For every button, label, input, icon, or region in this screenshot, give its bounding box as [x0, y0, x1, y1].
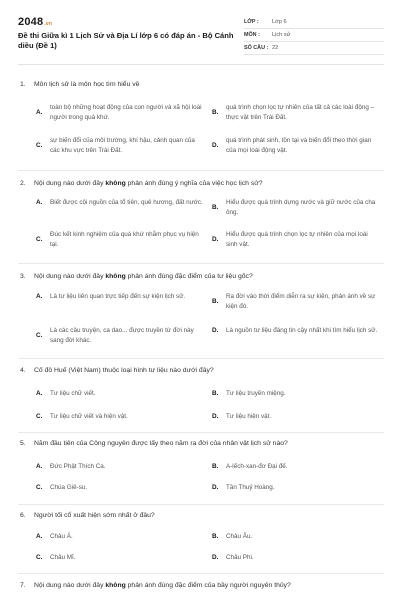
option-text: Hiểu được quá trình chọn lọc tự nhiên của mọi loài sinh vật.	[226, 231, 368, 248]
question-6	[18, 511, 384, 562]
question-emphasis: không	[105, 273, 126, 280]
option-text: quá trình chọn lọc tự nhiên của tất cả các loài động – thực vật trên Trái Đất.	[226, 104, 375, 121]
option-c[interactable]	[36, 483, 204, 493]
exam-meta	[244, 16, 384, 55]
option-letter: B.	[212, 204, 219, 212]
option-letter: B.	[212, 533, 219, 541]
option-text: Là nguồn tư liệu đáng tin cậy nhất khi tìm hiểu lịch sử.	[226, 327, 378, 334]
option-letter: C.	[36, 142, 43, 150]
option-text: Là các câu truyện, ca dao... được truyền từ đời này sang đời khác.	[50, 327, 194, 344]
question-number: 4.	[20, 367, 26, 374]
question-divider	[18, 504, 384, 505]
meta-value: Lịch sử	[272, 32, 291, 38]
question-text	[18, 80, 384, 89]
option-d[interactable]	[212, 483, 380, 493]
option-text: sự biến đổi của môi trường, khí hậu, cảnh quan của các khu vực trên Trái Đất.	[50, 137, 195, 154]
option-c[interactable]	[36, 136, 204, 155]
header-divider	[18, 64, 384, 65]
question-text	[18, 581, 384, 590]
meta-row-grade	[244, 16, 384, 29]
question-number: 1.	[20, 81, 26, 88]
option-d[interactable]	[212, 412, 380, 422]
option-text: Châu Á.	[50, 533, 73, 540]
option-c[interactable]	[36, 412, 204, 422]
option-letter: A.	[36, 390, 43, 398]
meta-value: 22	[272, 45, 279, 51]
site-logo[interactable]	[18, 16, 52, 28]
exam-header	[18, 16, 384, 58]
question-emphasis: không	[105, 582, 126, 589]
option-letter: C.	[36, 554, 43, 562]
question-pre: Cố đô Huế (Việt Nam) thuộc loại hình tư liệu nào dưới đây?	[34, 367, 214, 374]
question-1	[18, 80, 384, 154]
option-text: Đúc kết kinh nghiệm của quá khứ nhằm phục vụ hiện tại.	[50, 231, 199, 248]
question-pre: Năm đầu tiên của Công nguyên được lấy theo năm ra đời của nhân vật lịch sử nào?	[34, 440, 288, 447]
meta-key: LỚP :	[244, 19, 259, 25]
logo-suffix: .vn	[44, 21, 53, 27]
option-text: quá trình phát sinh, tồn tại và biến đổi theo thời gian của mọi loài động vật.	[226, 137, 372, 154]
question-pre: Môn lịch sử là môn học tìm hiểu về	[34, 81, 140, 88]
option-d[interactable]	[212, 326, 380, 336]
meta-value: Lớp 6	[272, 19, 287, 25]
question-number: 2.	[20, 180, 26, 187]
option-c[interactable]	[36, 553, 204, 563]
option-a[interactable]	[36, 462, 204, 472]
question-divider	[18, 432, 384, 433]
option-text: A-lếch-xan-đơ Đại đế.	[226, 463, 288, 470]
question-emphasis: không	[105, 180, 126, 187]
option-b[interactable]	[212, 292, 380, 311]
question-pre: Người tối cổ xuất hiện sớm nhất ở đâu?	[34, 512, 155, 519]
option-letter: C.	[36, 332, 43, 340]
question-pre: Nội dung nào dưới đây	[34, 180, 106, 187]
option-d[interactable]	[212, 230, 380, 249]
question-pre: Nội dung nào dưới đây	[34, 273, 106, 280]
option-d[interactable]	[212, 136, 380, 155]
question-divider	[18, 358, 384, 359]
option-a[interactable]	[36, 292, 204, 302]
meta-row-subject	[244, 29, 384, 42]
option-a[interactable]	[36, 198, 204, 208]
option-text: toàn bộ những hoạt động của con người và xã hội loài người trong quá khứ.	[50, 104, 202, 121]
option-letter: B.	[212, 463, 219, 471]
option-text: Châu Phi.	[226, 554, 254, 561]
question-4	[18, 366, 384, 421]
option-a[interactable]	[36, 389, 204, 399]
option-text: Là tư liệu liên quan trực tiếp đến sự kiện lịch sử.	[50, 293, 186, 300]
question-post: phản ánh đúng đặc điểm của bầy người nguyên thủy?	[125, 582, 291, 589]
option-letter: C.	[36, 413, 43, 421]
option-text: Tư liệu chữ viết.	[50, 390, 96, 397]
question-number: 6.	[20, 512, 26, 519]
option-text: Đức Phật Thích Ca.	[50, 463, 106, 470]
question-post: phản ánh đúng đặc điểm của tư liệu gốc?	[125, 273, 253, 280]
option-a[interactable]	[36, 103, 204, 122]
question-7	[18, 581, 384, 590]
option-letter: D.	[212, 327, 219, 335]
option-d[interactable]	[212, 553, 380, 563]
option-text: Châu Âu.	[226, 533, 253, 540]
option-letter: D.	[212, 236, 219, 244]
question-text	[18, 511, 384, 520]
option-text: Hiểu được quá trình dựng nước và giữ nước của cha ông.	[226, 199, 376, 216]
option-letter: B.	[212, 109, 219, 117]
option-letter: D.	[212, 554, 219, 562]
option-text: Biết được cội nguồn của tổ tiên, quê hương, đất nước.	[50, 199, 203, 206]
option-letter: A.	[36, 533, 43, 541]
option-c[interactable]	[36, 230, 204, 249]
question-text	[18, 179, 384, 188]
option-b[interactable]	[212, 389, 380, 399]
option-letter: B.	[212, 298, 219, 306]
option-letter: A.	[36, 293, 43, 301]
question-divider	[18, 573, 384, 574]
option-b[interactable]	[212, 198, 380, 217]
exam-title: Đề thi Giữa kì 1 Lịch Sử và Địa Lí lớp 6 có đáp án - Bộ Cánh diều (Đề 1)	[18, 31, 234, 50]
question-divider	[18, 263, 384, 264]
option-c[interactable]	[36, 326, 204, 345]
option-letter: A.	[36, 109, 43, 117]
option-b[interactable]	[212, 103, 380, 122]
option-letter: A.	[36, 199, 43, 207]
option-letter: D.	[212, 484, 219, 492]
logo-text: 2048	[18, 16, 44, 28]
question-3	[18, 272, 384, 344]
meta-key: MÔN :	[244, 32, 260, 38]
question-divider	[18, 170, 384, 171]
option-letter: B.	[212, 390, 219, 398]
option-text: Châu Mĩ.	[50, 554, 76, 561]
option-a[interactable]	[36, 532, 204, 542]
option-letter: D.	[212, 413, 219, 421]
option-text: Tư liệu hiện vật.	[226, 413, 272, 420]
option-text: Tần Thuỷ Hoàng.	[226, 484, 275, 491]
question-2	[18, 179, 384, 248]
question-text	[18, 366, 384, 375]
option-text: Chúa Giê-su.	[50, 484, 88, 491]
option-text: Tư liệu truyền miệng.	[226, 390, 286, 397]
question-post: phản ánh đúng ý nghĩa của việc học lịch sử?	[125, 180, 263, 187]
option-b[interactable]	[212, 532, 380, 542]
meta-key: SỐ CÂU :	[244, 45, 269, 51]
question-number: 3.	[20, 273, 26, 280]
option-letter: C.	[36, 484, 43, 492]
option-letter: A.	[36, 463, 43, 471]
question-pre: Nội dung nào dưới đây	[34, 582, 106, 589]
question-text	[18, 439, 384, 448]
question-number: 7.	[20, 582, 26, 589]
option-text: Ra đời vào thời điểm diễn ra sự kiện, phản ánh về sự kiện đó.	[226, 293, 376, 310]
meta-row-count	[244, 42, 384, 55]
option-letter: D.	[212, 142, 219, 150]
option-text: Tư liệu chữ viết và hiện vật.	[50, 413, 128, 420]
question-number: 5.	[20, 440, 26, 447]
option-b[interactable]	[212, 462, 380, 472]
question-5	[18, 439, 384, 492]
question-text	[18, 272, 384, 281]
option-letter: C.	[36, 236, 43, 244]
